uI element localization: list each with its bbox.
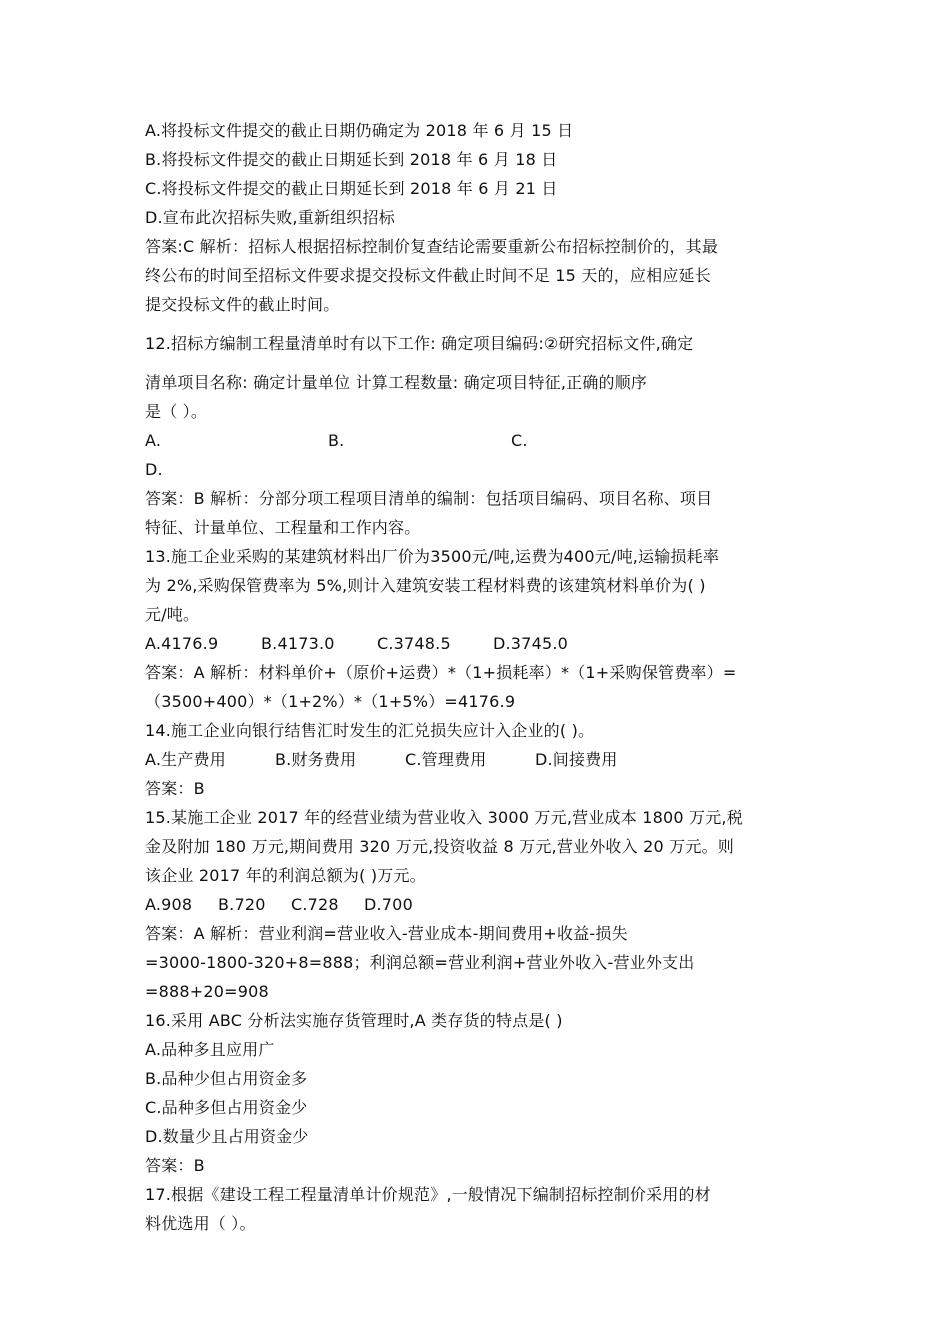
q13-answer-line-2: （3500+400）*（1+2%）*（1+5%）=4176.9 xyxy=(145,692,516,711)
q13-option-d: D.3745.0 xyxy=(493,634,568,653)
q13-answer-line-1: 答案：A 解析：材料单价+（原价+运费）*（1+损耗率）*（1+采购保管费率）= xyxy=(145,663,737,682)
q16-stem-line-1: 16.采用 ABC 分析法实施存货管理时,A 类存货的特点是( ) xyxy=(145,1011,563,1030)
q13-option-c: C.3748.5 xyxy=(377,634,451,653)
q11-answer-line-2: 终公布的时间至招标文件要求提交投标文件截止时间不足 15 天的，应相应延长 xyxy=(145,266,711,285)
question-17 xyxy=(145,1180,815,1238)
q14-option-b: B.财务费用 xyxy=(275,750,357,769)
q15-option-b: B.720 xyxy=(218,895,266,914)
q16-answer: 答案：B xyxy=(145,1156,205,1175)
q16-option-a: A.品种多且应用广 xyxy=(145,1040,275,1059)
q13-options xyxy=(145,629,815,658)
q16-option-d: D.数量少且占用资金少 xyxy=(145,1127,309,1146)
question-11 xyxy=(145,116,815,319)
q13-stem-line-1: 13.施工企业采购的某建筑材料出厂价为3500元/吨,运费为400元/吨,运输损耗率 xyxy=(145,547,720,566)
q15-option-a: A.908 xyxy=(145,895,193,914)
question-12 xyxy=(145,329,815,542)
q13-stem-line-2: 为 2%,采购保管费率为 5%,则计入建筑安装工程材料费的该建筑材料单价为( ) xyxy=(145,576,706,595)
q11-option-d: D.宣布此次招标失败,重新组织招标 xyxy=(145,208,395,227)
q15-answer-line-3: =888+20=908 xyxy=(145,982,269,1001)
q15-stem-line-1: 15.某施工企业 2017 年的经营业绩为营业收入 3000 万元,营业成本 1800 万元,税 xyxy=(145,808,743,827)
q12-stem-line-1: 12.招标方编制工程量清单时有以下工作: 确定项目编码:②研究招标文件,确定 xyxy=(145,334,694,353)
q14-answer: 答案：B xyxy=(145,779,205,798)
q11-option-c: C.将投标文件提交的截止日期延长到 2018 年 6 月 21 日 xyxy=(145,179,558,198)
q14-stem-line-1: 14.施工企业向银行结售汇时发生的汇兑损失应计入企业的( )。 xyxy=(145,721,595,740)
q16-option-c: C.品种多但占用资金少 xyxy=(145,1098,308,1117)
q11-answer-line-1: 答案:C 解析：招标人根据招标控制价复查结论需要重新公布招标控制价的，其最 xyxy=(145,237,719,256)
q17-stem-line-1: 17.根据《建设工程工程量清单计价规范》,一般情况下编制招标控制价采用的材 xyxy=(145,1185,711,1204)
question-15 xyxy=(145,803,815,1006)
q12-option-c: C. xyxy=(511,431,528,450)
q13-option-b: B.4173.0 xyxy=(261,634,335,653)
q17-stem-line-2: 料优选用（ ）。 xyxy=(145,1214,256,1233)
q12-option-b: B. xyxy=(328,431,345,450)
q16-option-b: B.品种少但占用资金多 xyxy=(145,1069,308,1088)
q13-option-a: A.4176.9 xyxy=(145,634,219,653)
question-13 xyxy=(145,542,815,716)
q11-option-b: B.将投标文件提交的截止日期延长到 2018 年 6 月 18 日 xyxy=(145,150,558,169)
q15-options xyxy=(145,890,815,919)
document-page xyxy=(145,116,815,1238)
question-14 xyxy=(145,716,815,803)
q15-answer-line-1: 答案：A 解析：营业利润=营业收入-营业成本-期间费用+收益-损失 xyxy=(145,924,628,943)
q12-answer-line-2: 特征、计量单位、工程量和工作内容。 xyxy=(145,518,421,537)
question-16 xyxy=(145,1006,815,1180)
q15-stem-line-2: 金及附加 180 万元,期间费用 320 万元,投资收益 8 万元,营业外收入 20 万元。则 xyxy=(145,837,734,856)
q12-answer-line-1: 答案：B 解析：分部分项工程项目清单的编制：包括项目编码、项目名称、项目 xyxy=(145,489,713,508)
q12-stem-line-2: 清单项目名称: 确定计量单位 计算工程数量: 确定项目特征,正确的顺序 xyxy=(145,373,648,392)
q14-option-d: D.间接费用 xyxy=(535,750,618,769)
q11-option-a: A.将投标文件提交的截止日期仍确定为 2018 年 6 月 15 日 xyxy=(145,121,574,140)
q13-stem-line-3: 元/吨。 xyxy=(145,605,200,624)
q14-option-c: C.管理费用 xyxy=(405,750,487,769)
q15-option-d: D.700 xyxy=(364,895,413,914)
q15-stem-line-3: 该企业 2017 年的利润总额为( )万元。 xyxy=(145,866,426,885)
q11-answer-line-3: 提交投标文件的截止时间。 xyxy=(145,295,340,314)
q14-options xyxy=(145,745,815,774)
q15-answer-line-2: =3000-1800-320+8=888；利润总额=营业利润+营业外收入-营业外支出 xyxy=(145,953,695,972)
q12-option-a: A. xyxy=(145,431,162,450)
q12-options xyxy=(145,426,815,455)
q15-option-c: C.728 xyxy=(291,895,339,914)
q12-option-d: D. xyxy=(145,460,163,479)
q14-option-a: A.生产费用 xyxy=(145,750,226,769)
q12-stem-line-3: 是（ ）。 xyxy=(145,402,208,421)
